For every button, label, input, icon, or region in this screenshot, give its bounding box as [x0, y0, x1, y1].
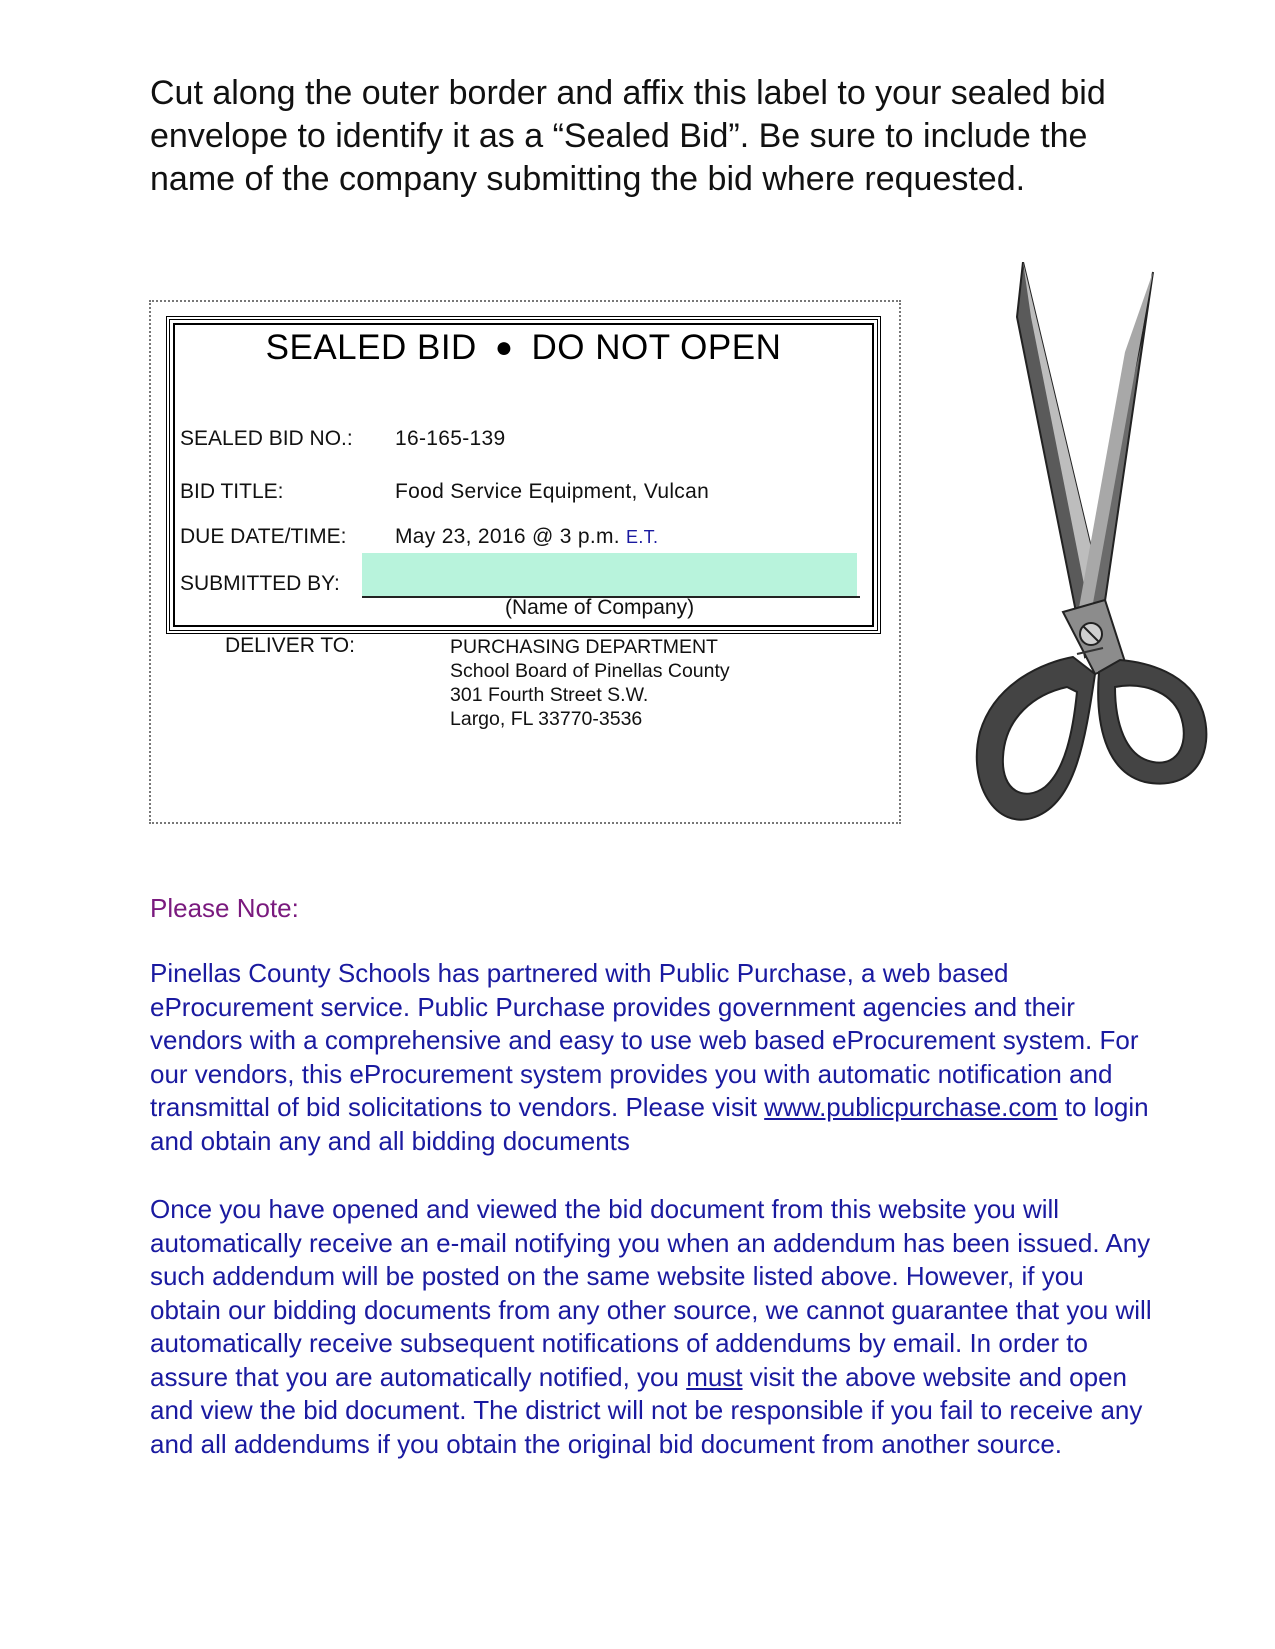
note-paragraph-2 — [150, 1193, 1160, 1461]
bid-title-label: BID TITLE: — [180, 480, 284, 503]
note-paragraph-2-start: Once you have opened and viewed the bid document from this website you will automatically receive an e-mail notifying you when an addendum has been issued. Any such addendum will be posted on the same website listed above. However, if you obtain our bidding documents from any other source, we cannot guarantee that you will automatically receive subsequent notifications of addendums by email. In order to assure that you are automatically notified, you — [150, 1194, 1152, 1392]
label-heading — [166, 328, 881, 368]
must-emphasis: must — [686, 1361, 743, 1392]
company-name-field[interactable] — [362, 553, 857, 596]
company-caption: (Name of Company) — [505, 596, 695, 619]
address-line-1: PURCHASING DEPARTMENT — [450, 636, 718, 658]
due-timezone: E.T. — [626, 527, 659, 547]
note-paragraph-1 — [150, 957, 1160, 1158]
address-line-3: 301 Fourth Street S.W. — [450, 684, 649, 706]
label-heading-left: SEALED BID — [265, 328, 477, 367]
note-paragraph-1-end: to login and obtain any and all bidding documents — [150, 1092, 1149, 1156]
instructions-text: Cut along the outer border and affix this label to your sealed bid envelope to identify it as a “Sealed Bid”. Be sure to include the name of the company submitting the bid where requested. — [150, 74, 1106, 198]
note-paragraph-2-end: visit the above website and open and view the bid document. The district will not be responsible if you fail to receive any and all addendums if you obtain the original bid document from another source. — [150, 1361, 1143, 1459]
submitted-by-label: SUBMITTED BY: — [180, 572, 340, 595]
note-heading: Please Note: — [150, 893, 299, 923]
due-date-value — [395, 525, 658, 549]
label-heading-right: DO NOT OPEN — [531, 328, 782, 367]
bullet-icon: ● — [494, 331, 514, 364]
due-date-label: DUE DATE/TIME: — [180, 525, 347, 548]
scissors-icon — [975, 262, 1215, 862]
due-date-text: May 23, 2016 @ 3 p.m. — [395, 525, 620, 548]
note-paragraph-1-start: Pinellas County Schools has partnered with Public Purchase, a web based eProcurement service. Public Purchase provides government agencies and their vendors with a comprehensive and easy to use web based eProcurement system. For our vendors, this eProcurement system provides you with automatic notification and transmittal of bid solicitations to vendors. Please visit — [150, 958, 1139, 1122]
bid-no-label: SEALED BID NO.: — [180, 427, 353, 450]
deliver-to-label: DELIVER TO: — [225, 634, 355, 657]
address-line-4: Largo, FL 33770-3536 — [450, 708, 643, 730]
bid-title-value: Food Service Equipment, Vulcan — [395, 480, 710, 503]
bid-no-value: 16-165-139 — [395, 427, 506, 450]
address-line-2: School Board of Pinellas County — [450, 660, 730, 682]
delivery-address — [450, 635, 730, 731]
public-purchase-link[interactable]: www.publicpurchase.com — [764, 1092, 1058, 1122]
